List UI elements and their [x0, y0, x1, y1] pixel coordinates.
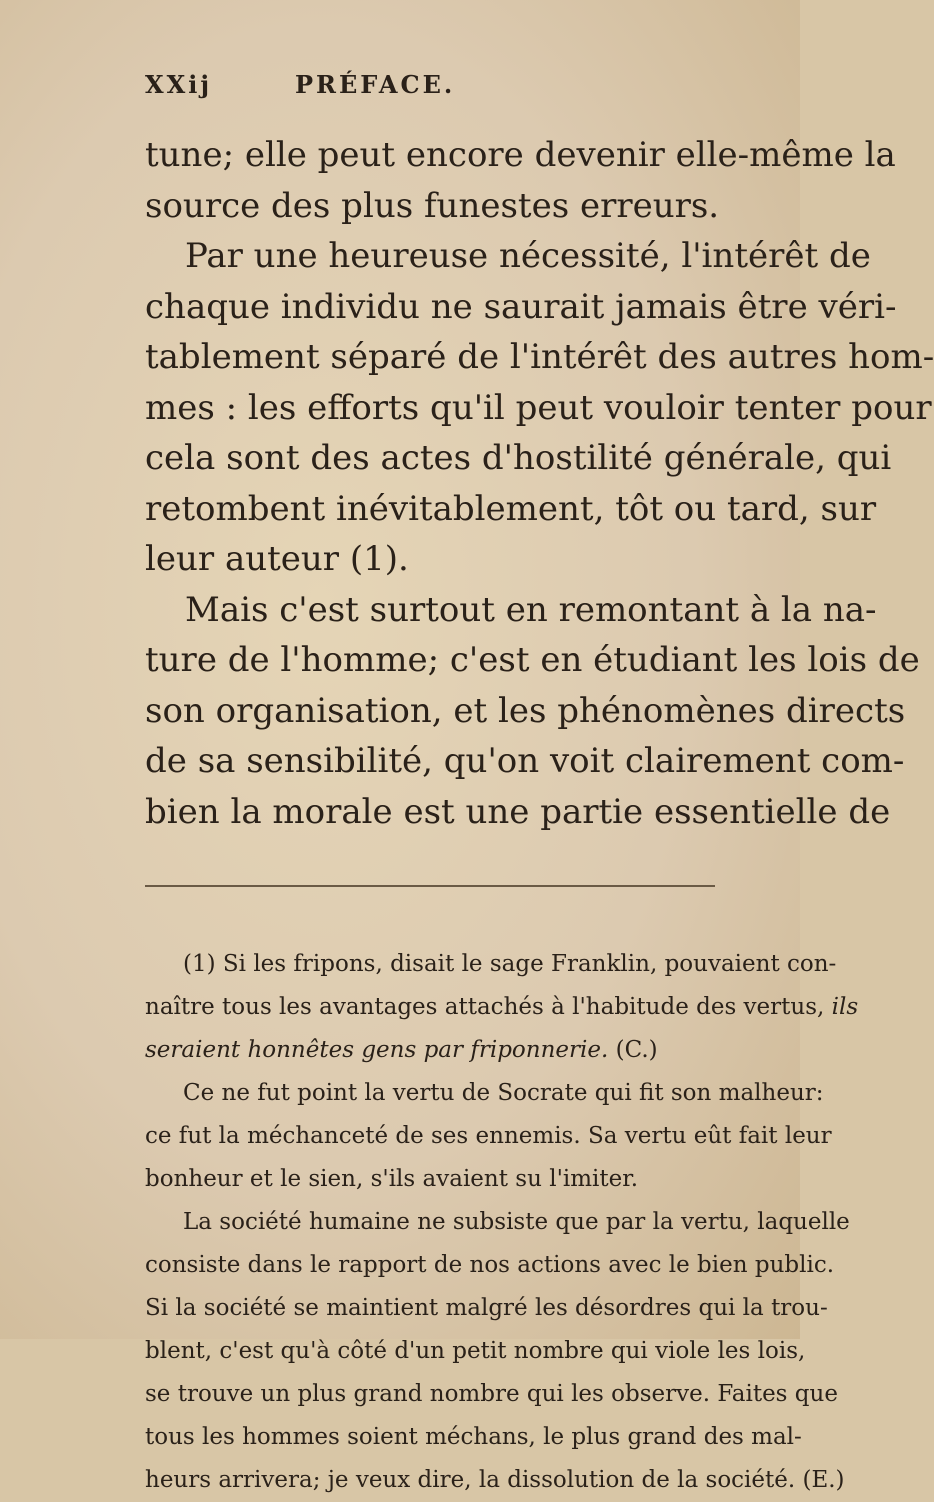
italic-text: seraient honnêtes gens par friponnerie.: [145, 1037, 609, 1063]
text-line: cela sont des actes d'hostilité générale, qui: [145, 438, 892, 478]
footnote: [145, 943, 859, 1072]
text-line: bonheur et le sien, s'ils avaient su l'imiter.: [145, 1166, 639, 1192]
text-line: de sa sensibilité, qu'on voit clairement com-: [145, 741, 905, 781]
text-line: Mais c'est surtout en remontant à la na-: [185, 589, 877, 630]
text-line: Par une heureuse nécessité, l'intérêt de: [185, 236, 871, 276]
text-line: son organisation, et les phénomènes directs: [145, 690, 906, 731]
paragraph: [145, 130, 896, 231]
page-number: XXij: [145, 70, 213, 99]
text-line: consiste dans le rapport de nos actions avec le bien public.: [145, 1252, 835, 1278]
text-line: (1) Si les fripons, disait le sage Franklin, pouvaient con-: [183, 951, 837, 977]
text-line: ture de l'homme; c'est en étudiant les lois de: [145, 640, 920, 680]
page-header: [145, 70, 740, 104]
footnote: [145, 1072, 832, 1201]
text-line: tablement séparé de l'intérêt des autres hom-: [145, 337, 934, 377]
italic-text: ils: [831, 994, 859, 1020]
text-line: Ce ne fut point la vertu de Socrate qui fit son malheur:: [183, 1080, 824, 1106]
text-line: heurs arrivera; je veux dire, la dissolution de la société. (E.): [145, 1467, 845, 1493]
paragraph: [145, 231, 934, 585]
text-line: leur auteur (1).: [145, 539, 409, 579]
paragraph: [145, 585, 920, 838]
footnotes: [145, 943, 859, 1502]
main-text: [145, 130, 934, 837]
text-line: La société humaine ne subsiste que par la vertu, laquelle: [183, 1209, 850, 1235]
text-line: ce fut la méchanceté de ses ennemis. Sa vertu eût fait leur: [145, 1123, 832, 1149]
text-line: Si la société se maintient malgré les désordres qui la trou-: [145, 1295, 828, 1321]
text-line: retombent inévitablement, tôt ou tard, sur: [145, 488, 877, 529]
text-line: [145, 986, 859, 1029]
text-line: mes : les efforts qu'il peut vouloir tenter pour: [145, 387, 932, 428]
attribution: (C.): [615, 1037, 658, 1063]
text-line: chaque individu ne saurait jamais être véri-: [145, 286, 897, 327]
text-line: bien la morale est une partie essentielle de: [145, 791, 891, 832]
text-line: [145, 1029, 740, 1072]
text-line: tous les hommes soient méchans, le plus grand des mal-: [145, 1424, 802, 1450]
footnote: [145, 1201, 850, 1502]
running-title: PRÉFACE.: [295, 70, 456, 99]
text-segment: naître tous les avantages attachés à l'habitude des vertus,: [145, 994, 825, 1020]
text-line: blent, c'est qu'à côté d'un petit nombre qui viole les lois,: [145, 1338, 806, 1364]
footnote-divider: [145, 885, 715, 887]
text-line: se trouve un plus grand nombre qui les observe. Faites que: [145, 1381, 838, 1407]
text-line: source des plus funestes erreurs.: [145, 185, 720, 226]
text-line: tune; elle peut encore devenir elle-même la: [145, 135, 896, 175]
